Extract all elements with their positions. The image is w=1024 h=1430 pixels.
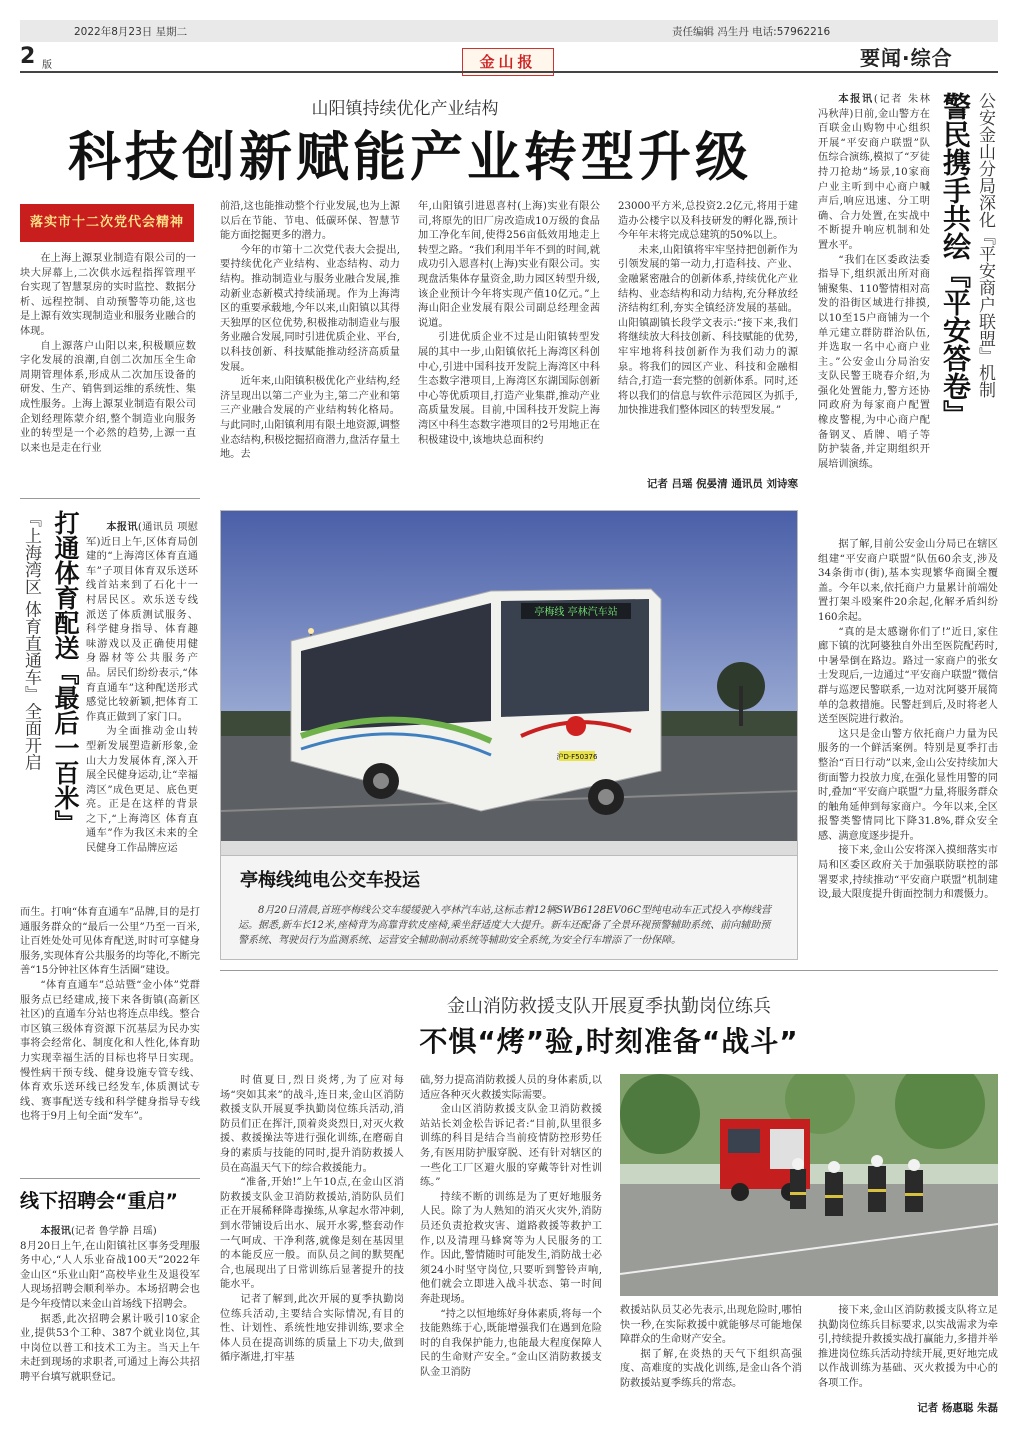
paragraph: 据悉,此次招聘会累计吸引10家企业,提供53个工种、387个就业岗位,其中岗位以普工和技术工为主。当天上午未赶到现场的求职者,可通过上海公共招聘平台填写就职登记。 [20,1313,200,1383]
paragraph: “体育直通车”总站暨“金小体”党群服务点已经建成,接下来各街镇(高新区社区)的直通车分站也将连点串线。整合市区镇三级体育资源下沉基层为民办实事将会经常化、制度化和人性化,体育助力实现幸福生活的目标也将早日实现。慢性病干预专线、健身设施专管专线、体育欢乐送环线已经发车,体质测试专线、赛事配送专线和科学健身指导专线也将于9月上旬全面“发车”。 [20,979,200,1123]
page-number: 2 [20,44,36,69]
lead-source: 本报讯 [106,521,138,533]
main-byline: 记者 吕瑶 倪晏清 通讯员 刘诗寒 [646,478,798,490]
fire-headline: 不惧“烤”验,时刻准备“战斗” [419,1025,799,1058]
paragraph: “我们在区委政法委指导下,组织派出所对商铺聚集、110警情相对高发的沿街区域进行排摸,以10至15户商铺为一个单元建立群防群治队伍,并选取一名中心商户业主。”公安金山分局治安支队民警王晓春介绍,为强化处置能力,警方还协同政府为每家商户配置橡皮警棍,为中心商户配备钢叉、盾牌、哨子等防护装备,并定期组织开展培训演练。 [818,254,930,470]
police-col-top [818,92,930,538]
lead-source: 本报讯 [838,93,874,105]
license-plate: 沪D·F50376 [556,753,598,761]
fire-col-1 [220,1074,404,1414]
main-col-2 [220,200,400,490]
lead-text: 近日上午,区体育局创建的“上海湾区体育直通车”子项目体育双乐送环线首站来到了石化十一村居民区。欢乐送专线派送了体质测试服务、科学健身指导、体育趣味游戏以及正确使用健身器材等公共服务产品。居民们纷纷表示,“体育直通车”这种配送形式感觉比较新颖,把体育工作真正做到了家门口。 [86,536,198,723]
paragraph: 8月20日上午,在山阳镇社区事务受理服务中心,“人人乐业奋战100天”2022年金山区“乐业山阳”高校毕业生及退役军人现场招聘会顺利举办。本场招聘会也是今年疫情以来金山首场线下招聘会。 [20,1240,200,1310]
police-title: 警民携手共绘『平安答卷』 [939,92,972,428]
paragraph: 记者了解到,此次开展的夏季执勤岗位练兵活动,主要结合实际情况,有目的性、计划性、系统性地安排训练,要求全体人员在提高训练的质量上下功夫,做到循序渐进,打牢基 [220,1293,404,1364]
sports-subtitle: 『上海湾区 体育直通车』全面开启 [21,510,41,771]
paragraph: 自上源落户山阳以来,积极顺应数字化发展的浪潮,自创二次加压全生命周期管理体系,形成从二次加压设备的研发、生产、销售到运维的系统性、集成性服务。上海上源泵业制造有限公司企划经理陈蒙介绍,整个制造业向服务业的转型是一个必然的趋势,上源一直以来也是走在行业 [20,340,196,454]
page-unit: 版 [42,60,52,71]
paragraph: 金山区消防救援支队金卫消防救援站站长刘金松告诉记者:“目前,队里很多训练的科目是结合当前疫情防控形势任务,有医用防护服穿脱、还有针对辖区的一些化工厂区避火服的穿戴等针对性训练。” [420,1104,602,1189]
lead-source: 本报讯 [40,1225,71,1237]
paragraph: 接下来,金山公安将深入摸细落实市局和区委区政府关于加强联防联控的部署要求,持续推动“平安商户联盟”机制建设,最大限度提升街面控制力和震慑力。 [818,845,998,901]
recruit-body [20,1224,200,1414]
recruit-title: 线下招聘会“重启” [20,1190,178,1212]
fire-col-4 [818,1304,998,1400]
paragraph: “准备,开始!”上午10点,在金山区消防救援支队金卫消防救援站,消防队员们正在开展稀释降毒操练,从拿起水带冲刺,到水带铺设后出水、展开水雾,整套动作一气呵成、干净利落,就像是刻在基因里的本能反应一般。而队员之间的默契配合,也展现出了日常训练后显著提升的技能水平。 [220,1177,404,1291]
paragraph: 础,努力提高消防救援人员的身体素质,以适应各种灭火救援实际需要。 [420,1075,602,1101]
divider [20,1178,200,1179]
paragraph: 近年来,山阳镇积极优化产业结构,经济呈现出以第二产业为主,第二产业和第三产业融合发展的产业结构转化格局。与此同时,山阳镇利用有限土地资源,调整业态结构,积极挖掘招商潜力,盘活存量土地。去 [220,376,400,461]
divider [220,970,998,971]
sports-col-bottom [20,906,200,1170]
paragraph: 前沿,这也能推动整个行业发展,也为上源以后在节能、节电、低碳环保、智慧节能方面挖掘更多的潜力。 [220,201,400,242]
bus-image [221,511,798,856]
paragraph: 而生。打响“体育直通车”品牌,目的是打通服务群众的“最后一公里”乃至一百米,让百姓处处可见体育配送,时时可享健身服务,实现体育公共服务的均等化,不断完善“15分钟社区体育生活圈”建设。 [20,907,200,977]
main-headline: 科技创新赋能产业转型升级 [68,127,752,188]
paragraph: 接下来,金山区消防救援支队将立足执勤岗位练兵目标要求,以实战需求为牵引,持续提升救援实战打赢能力,多措并举推进岗位练兵活动持续开展,更好地完成以作战训练为基础、灭火救援为中心的各项工作。 [818,1305,998,1389]
paragraph: 未来,山阳镇将牢牢坚持把创新作为引领发展的第一动力,打造科技、产业、金融紧密融合的创新体系,持续优化产业结构、业态结构和动力结构,充分释放经济结构红利,夯实全镇经济发展的基础。山阳镇副镇长段学文表示:“接下来,我们将继续放大科技创新、科技赋能的优势,牢牢地将科技创新作为我们动力的源泉。将我们的园区产业、科技和金融相结合,打造一套完整的创新体系。同时,还将以我们的信息与软件示范园区为抓手,加快推进我们整体园区的转型发展。” [618,244,798,417]
main-col-3 [418,200,600,490]
fire-kicker: 金山消防救援支队开展夏季执勤岗位练兵 [447,996,771,1017]
fire-col-2 [420,1074,602,1414]
paragraph: 在上海上源泵业制造有限公司的一块大屏幕上,二次供水远程指挥管理平台实现了智慧泵房的实时监控、数据分析、远程控制、自动预警等功能,这也是上源有效实现制造业和服务业融合的体现。 [20,253,196,337]
editor-info: 责任编辑 冯生丹 电话:57962216 [672,26,831,38]
paragraph: 今年的市第十二次党代表大会提出,要持续优化产业结构、业态结构、动力结构。推动制造业与服务业融合发展,推动新业态新模式持续涌现。作为上海湾区的重要承载地,今年以来,山阳镇以其得天独厚的区位优势,积极推动制造业与服务业融合发展,同时引进优质企业、平台,以科技创新、科技赋能推动经济高质量发展。 [220,244,400,373]
paragraph: 救援站队员艾必先表示,出现危险时,哪怕快一秒,在实际救援中就能够尽可能地保障群众的生命财产安全。 [620,1305,802,1346]
fire-byline: 记者 杨惠聪 朱磊 [917,1402,998,1414]
paragraph: 据了解,目前公安金山分局已在辖区组建“平安商户联盟”队伍60余支,涉及34条街市(街),基本实现繁华商圈全覆盖。今年以来,依托商户力量累计前端处置打架斗殴案件20余起,化解矛盾纠纷160余起。 [818,539,998,623]
newspaper-logo: 金山报 [462,48,554,76]
paragraph: “持之以恒地练好身体素质,将每一个技能熟练于心,既能增强我们在遇到危险时的自我保护能力,也能最大程度保障人民的生命财产安全。”金山区消防救援支队金卫消防 [420,1308,602,1378]
main-col-4 [618,200,798,470]
fire-col-3 [620,1304,802,1414]
fire-photo [620,1074,998,1296]
paragraph: 这只是金山警方依托商户力量为民服务的一个鲜活案例。特别是夏季打击整治“百日行动”以来,金山公安持续加大街面警力投放力度,在强化显性用警的同时,叠加“平安商户联盟”力量,将服务群众的触角延伸到每家商户。今年以来,全区报警类警情同比下降31.8%,群众安全感、满意度逐步提升。 [818,728,998,842]
red-ribbon-icon [566,716,586,736]
party-congress-badge: 落实市十二次党代会精神 [20,204,194,242]
section-title: 要闻·综合 [860,46,953,70]
paragraph: 为全面推动金山转型新发展塑造新形象,金山大力发展体育,深入开展全民健身运动,让“幸福湾区”成色更足、底色更亮。正是在这样的背景之下,“上海湾区 体育直通车”作为我区未来的全民健身工作品牌应运 [86,726,198,855]
route-sign: 亭梅线 亭林汽车站 [534,607,618,618]
paragraph: 据了解,在炎热的天气下组织高强度、高难度的实战化训练,是金山各个消防救援站夏季练兵的常态。 [620,1348,802,1389]
bus-caption-title: 亭梅线纯电公交车投运 [240,870,420,891]
main-col-1 [20,252,196,490]
bus-caption-text: 8月20日清晨,首班亭梅线公交车缓缓驶入亭林汽车站,这标志着12辆SWB6128EV06C型纯电动车正式投入亭梅线营运。据悉,新车长12米,座椅背为高靠背软皮座椅,乘坐舒适度大大提升。新车还配备了全景环视预警辅助系统、前向辅助预警系统、驾驶员行为监测系统、运营安全辅助制动系统等辅助安全系统,为安全行车增添了一份保障。 [238,905,771,946]
lead-reporter: (记者 鲁学静 吕瑶) [70,1226,157,1237]
paragraph: 持续不断的训练是为了更好地服务人民。除了为人熟知的消灭火灾外,消防员还负责抢救灾害、道路救援等救护工作,以及清理马蜂窝等为人民服务的工作。因此,警情随时可能发生,消防战士必须24小时坚守岗位,只要听到警铃声响,他们就会立即进入战斗状态、第一时间奔赴现场。 [420,1191,602,1305]
sports-col-top [86,520,198,900]
divider [20,498,200,499]
paragraph: 时值夏日,烈日炎烤,为了应对每场“突如其来”的战斗,连日来,金山区消防救援支队开展夏季执勤岗位练兵活动,消防员们正在挥汗,顶着炎炎烈日,对灭火救援、救援操法等进行强化训练,在磨砺自身的素质与技能的同时,提升消防救援人员在高温天气下的综合救援能力。 [220,1075,404,1174]
paragraph: 23000平方米,总投资2.2亿元,将用于建造办公楼宇以及科技研发的孵化器,预计今年年末将完成总建筑的50%以上。 [618,201,798,242]
masthead-bar [20,20,998,42]
lead-reporter: (通讯员 项慰军) [86,522,198,548]
paragraph: 引进优质企业不过是山阳镇转型发展的其中一步,山阳镇依托上海湾区科创中心,引进中国科技开发院上海湾区中科生态数字港项目,上海湾区东湖国际创新中心等优质项目,打造产业集群,推动产业高质量发展。目前,中国科技开发院上海湾区中科生态数字港项目的2号用地正在积极建设中,该地块总面积约 [418,332,600,446]
issue-date: 2022年8月23日 星期二 [74,26,188,38]
police-subtitle: 公安金山分局深化『平安商户联盟』机制 [975,92,995,398]
sports-title: 打通体育配送『最后一百米』 [51,510,80,835]
main-kicker: 山阳镇持续优化产业结构 [311,99,499,119]
police-col-bottom [818,538,998,922]
paragraph: 年,山阳镇引进恩喜村(上海)实业有限公司,将原先的旧厂房改造成10万级的食品加工净化车间,使得256亩低效用地走上转型之路。“我们利用半年不到的时间,就成功引入恩喜村(上海)实业有限公司。实现盘活集体存量资金,助力园区转型升级,该企业预计今年将实现产值10亿元。”上海山阳企业发展有限公司副总经理金茜说道。 [418,201,600,329]
lead-text: 日前,金山警方在百联金山购物中心组织开展“平安商户联盟”队伍综合演练,模拟了“歹徒持刀抢劫”场景,10家商户业主听到中心商户喊声后,响应迅速、分工明确、合力处置,在实战中不断提升响应机制和处置水平。 [818,108,930,251]
firefighters-image [620,1074,998,1296]
paragraph: “真的是太感谢你们了!”近日,家住廊下镇的沈阿婆独自外出至医院配药时,中暑晕倒在路边。路过一家商户的张女士发现后,一边通过“平安商户联盟”微信群与巡逻民警联系,一边对沈阿婆开展简单的急救措施。民警赶到后,及时将老人送至医院进行救治。 [818,626,998,726]
bus-photo [220,510,798,856]
lead-reporter: (记者 朱林 冯秋萍) [818,94,930,120]
header-divider [20,71,998,73]
